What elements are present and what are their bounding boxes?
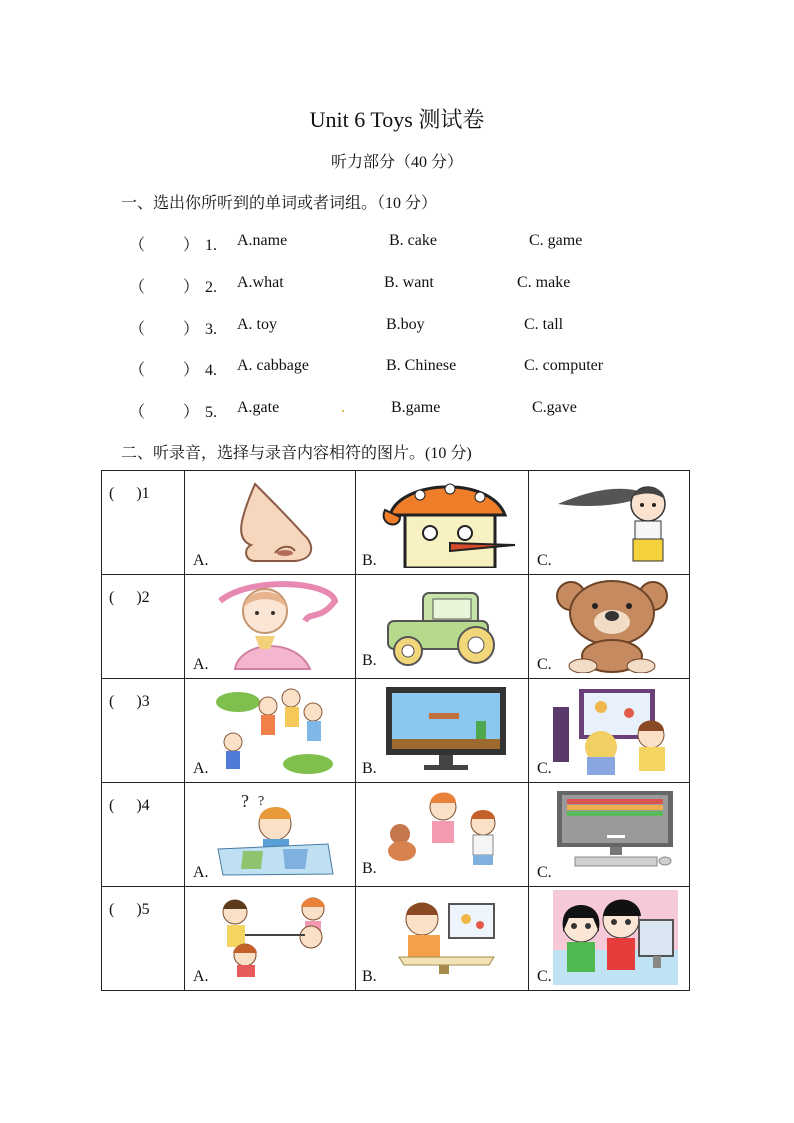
question-row <box>121 357 681 379</box>
children-playing-picture <box>213 684 333 774</box>
question-row <box>121 399 681 421</box>
option-b-cell[interactable] <box>356 887 529 991</box>
answer-blank-open[interactable]: （ <box>129 404 146 421</box>
table-row <box>102 887 690 991</box>
option-label: B. <box>362 860 377 877</box>
computer-game-picture <box>555 789 677 869</box>
answer-blank[interactable]: ( )5 <box>109 901 150 918</box>
video-game-screen-picture <box>384 685 509 773</box>
option-b-cell[interactable] <box>356 575 529 679</box>
doll-picture <box>210 581 340 671</box>
option-label: C. <box>537 656 552 673</box>
option-b-cell[interactable] <box>356 783 529 887</box>
option-c-cell[interactable] <box>529 575 690 679</box>
table-row <box>102 575 690 679</box>
option-b: B. Chinese <box>386 357 457 374</box>
option-c-cell[interactable] <box>529 471 690 575</box>
teddy-bear-picture <box>553 578 671 673</box>
svg-text:?: ? <box>241 791 249 811</box>
page-title: Unit 6 Toys 测试卷 <box>309 107 485 132</box>
option-label: A. <box>193 552 209 569</box>
option-a: A.what <box>237 274 284 291</box>
option-label: A. <box>193 864 209 881</box>
option-c: C. game <box>529 232 583 249</box>
table-row <box>102 783 690 887</box>
option-a-cell[interactable] <box>185 471 356 575</box>
kids-with-toys-picture <box>380 789 505 869</box>
answer-blank[interactable]: ( )4 <box>109 797 150 814</box>
option-c: C. tall <box>524 316 564 333</box>
option-a: A.gate <box>237 399 280 416</box>
option-a-cell[interactable] <box>185 783 356 887</box>
option-label: A. <box>193 968 209 985</box>
option-b-cell[interactable] <box>356 471 529 575</box>
boy-puzzle-picture <box>213 789 338 877</box>
option-a: A. cabbage <box>237 357 309 374</box>
table-row <box>102 471 690 575</box>
kids-game-picture <box>215 897 333 977</box>
option-b: B. want <box>384 274 434 291</box>
row-number-cell <box>102 575 185 679</box>
option-c: C. make <box>517 274 571 291</box>
option-a-cell[interactable] <box>185 575 356 679</box>
row-number-cell <box>102 471 185 575</box>
answer-blank-close: ） 5. <box>183 404 218 421</box>
option-a: A. toy <box>237 316 277 333</box>
children-at-computer-picture <box>551 687 681 775</box>
answer-blank[interactable]: ( )2 <box>109 589 150 606</box>
question-row <box>121 232 681 254</box>
option-c-cell[interactable] <box>529 887 690 991</box>
two-kids-computer-picture <box>553 890 678 985</box>
question-row <box>121 316 681 338</box>
section1-heading: 一、选出你所听到的单词或者词组。（10 分） <box>121 195 438 212</box>
answer-blank-open[interactable]: （ <box>129 362 146 379</box>
answer-blank-close: ） 1. <box>183 237 218 254</box>
stray-dot: . <box>341 399 345 416</box>
option-label: B. <box>362 552 377 569</box>
answer-blank-close: ） 2. <box>183 279 218 296</box>
option-b: B.boy <box>386 316 425 333</box>
option-label: C. <box>537 552 552 569</box>
row-number-cell <box>102 679 185 783</box>
option-label: B. <box>362 968 377 985</box>
option-a-cell[interactable] <box>185 887 356 991</box>
answer-blank-open[interactable]: （ <box>129 321 146 338</box>
option-a: A.name <box>237 232 288 249</box>
option-label: C. <box>537 760 552 777</box>
row-number-cell <box>102 887 185 991</box>
boy-at-computer-picture <box>394 899 499 974</box>
picture-table <box>101 470 690 991</box>
row-number-cell <box>102 783 185 887</box>
answer-blank-close: ） 4. <box>183 362 218 379</box>
girl-long-hair-picture <box>553 479 673 564</box>
option-c: C. computer <box>524 357 604 374</box>
option-label: A. <box>193 656 209 673</box>
cartoon-face-picture <box>380 475 520 568</box>
option-b: B.game <box>391 399 441 416</box>
nose-picture <box>215 479 330 564</box>
option-a-cell[interactable] <box>185 679 356 783</box>
option-label: C. <box>537 968 552 985</box>
answer-blank[interactable]: ( )3 <box>109 693 150 710</box>
svg-text:?: ? <box>258 794 265 809</box>
option-c-cell[interactable] <box>529 679 690 783</box>
toy-car-picture <box>378 583 508 668</box>
table-row <box>102 679 690 783</box>
option-label: B. <box>362 652 377 669</box>
option-c: C.gave <box>532 399 577 416</box>
option-c-cell[interactable] <box>529 783 690 887</box>
answer-blank[interactable]: ( )1 <box>109 485 150 502</box>
page-subtitle: 听力部分（40 分） <box>330 154 463 171</box>
answer-blank-close: ） 3. <box>183 321 218 338</box>
answer-blank-open[interactable]: （ <box>129 237 146 254</box>
option-label: B. <box>362 760 377 777</box>
option-b: B. cake <box>389 232 437 249</box>
option-label: C. <box>537 864 552 881</box>
section2-heading: 二、听录音，选择与录音内容相符的图片。(10 分) <box>121 445 472 462</box>
answer-blank-open[interactable]: （ <box>129 279 146 296</box>
option-b-cell[interactable] <box>356 679 529 783</box>
option-label: A. <box>193 760 209 777</box>
question-row <box>121 274 681 296</box>
